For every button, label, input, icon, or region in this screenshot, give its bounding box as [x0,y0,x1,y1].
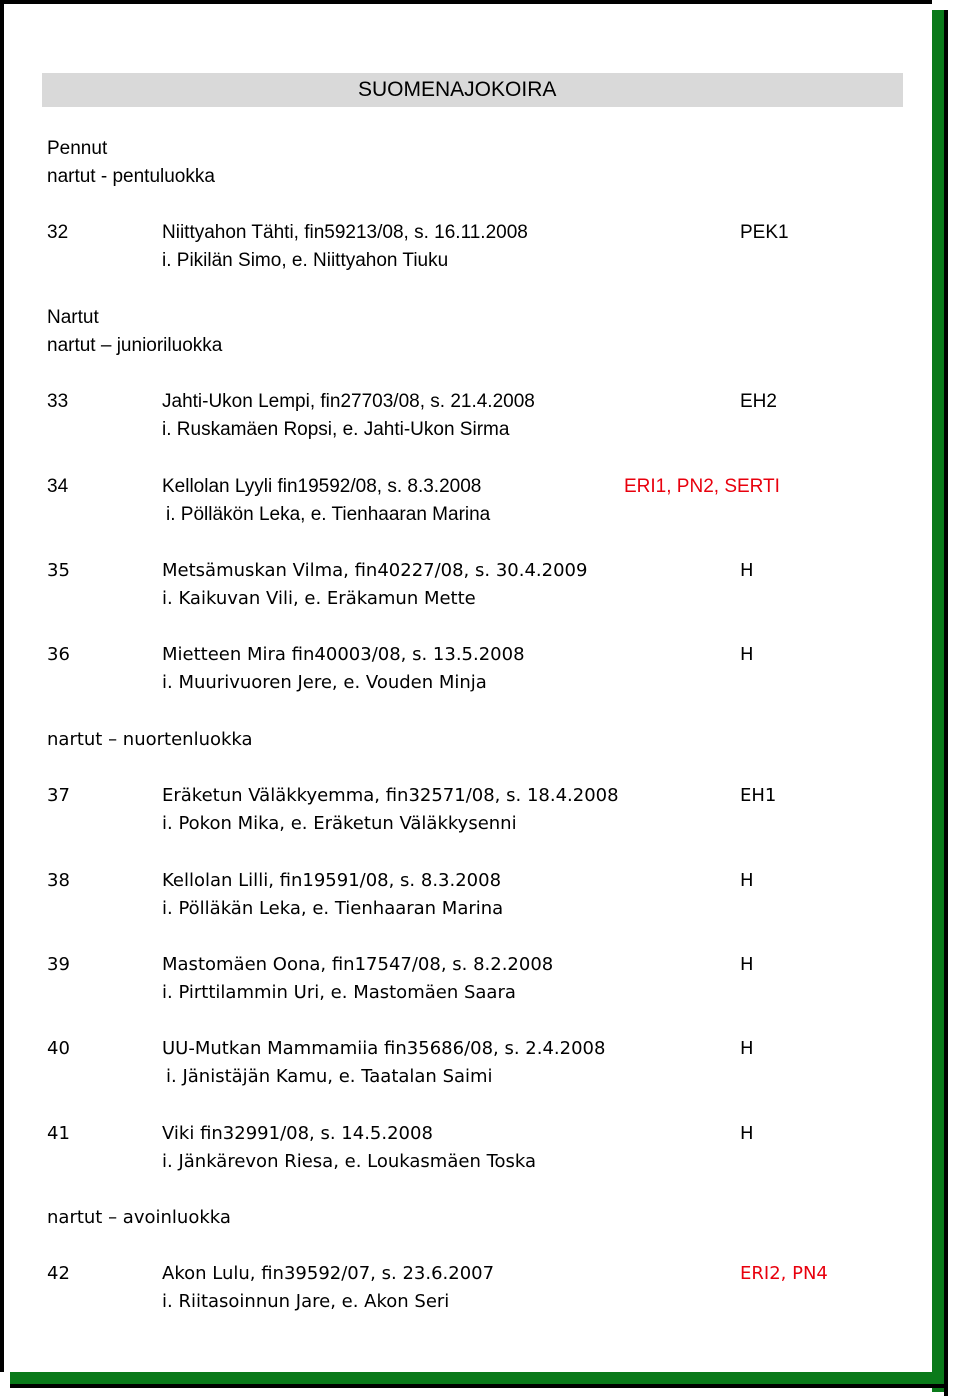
entry-result: H [740,560,754,581]
page-shadow-edge-bottom [10,1384,948,1388]
entry-number: 34 [47,476,69,497]
class-header-nuortenluokka: nartut – nuortenluokka [47,729,253,750]
entry-parents: i. Pölläkön Leka, e. Tienhaaran Marina [166,504,491,525]
entry-name: Mastomäen Oona, fin17547/08, s. 8.2.2008 [162,954,554,975]
entry-parents: i. Pikilän Simo, e. Niittyahon Tiuku [162,250,449,271]
entry-name: Viki fin32991/08, s. 14.5.2008 [162,1123,433,1144]
entry-parents: i. Pölläkän Leka, e. Tienhaaran Marina [162,898,504,919]
page-title: SUOMENAJOKOIRA [358,78,557,101]
entry-name: Niittyahon Tähti, fin59213/08, s. 16.11.2008 [162,222,528,243]
page-shadow-bottom [10,1372,944,1384]
entry-number: 33 [47,391,69,412]
section-header-nartut: Nartut [47,307,99,328]
entry-result: H [740,1123,754,1144]
entry-parents: i. Jänistäjän Kamu, e. Taatalan Saimi [166,1066,493,1087]
entry-number: 42 [47,1263,70,1284]
entry-number: 41 [47,1123,70,1144]
entry-parents: i. Kaikuvan Vili, e. Eräkamun Mette [162,588,476,609]
class-header-pentuluokka: nartut - pentuluokka [47,166,215,187]
entry-parents: i. Pokon Mika, e. Eräketun Väläkkysenni [162,813,517,834]
entry-result: EH2 [740,391,777,412]
entry-number: 36 [47,644,70,665]
entry-parents: i. Ruskamäen Ropsi, e. Jahti-Ukon Sirma [162,419,510,440]
section-header-pennut: Pennut [47,138,108,159]
entry-result: H [740,954,754,975]
entry-result: EH1 [740,785,777,806]
page-shadow-edge [944,10,948,1396]
entry-name: Jahti-Ukon Lempi, fin27703/08, s. 21.4.2008 [162,391,535,412]
entry-number: 35 [47,560,70,581]
entry-name: Metsämuskan Vilma, fin40227/08, s. 30.4.2009 [162,560,588,581]
page-shadow-right [932,10,944,1392]
class-header-avoinluokka: nartut – avoinluokka [47,1207,231,1228]
entry-number: 39 [47,954,70,975]
entry-result: PEK1 [740,222,789,243]
entry-number: 32 [47,222,69,243]
entry-name: Kellolan Lyyli fin19592/08, s. 8.3.2008 [162,476,482,497]
entry-parents: i. Muurivuoren Jere, e. Vouden Minja [162,672,487,693]
entry-name: Eräketun Väläkkyemma, fin32571/08, s. 18.4.2008 [162,785,619,806]
class-header-junioriluokka: nartut – junioriluokka [47,335,223,356]
entry-result: H [740,644,754,665]
entry-result: ERI2, PN4 [740,1263,828,1284]
entry-name: Akon Lulu, fin39592/07, s. 23.6.2007 [162,1263,495,1284]
entry-parents: i. Riitasoinnun Jare, e. Akon Seri [162,1291,450,1312]
entry-number: 37 [47,785,70,806]
entry-result: H [740,870,754,891]
entry-result: H [740,1038,754,1059]
entry-result: ERI1, PN2, SERTI [624,476,780,497]
entry-name: UU-Mutkan Mammamiia fin35686/08, s. 2.4.2008 [162,1038,606,1059]
entry-name: Kellolan Lilli, fin19591/08, s. 8.3.2008 [162,870,502,891]
entry-name: Mietteen Mira fin40003/08, s. 13.5.2008 [162,644,525,665]
entry-parents: i. Pirttilammin Uri, e. Mastomäen Saara [162,982,516,1003]
entry-number: 38 [47,870,70,891]
entry-parents: i. Jänkärevon Riesa, e. Loukasmäen Toska [162,1151,537,1172]
entry-number: 40 [47,1038,70,1059]
